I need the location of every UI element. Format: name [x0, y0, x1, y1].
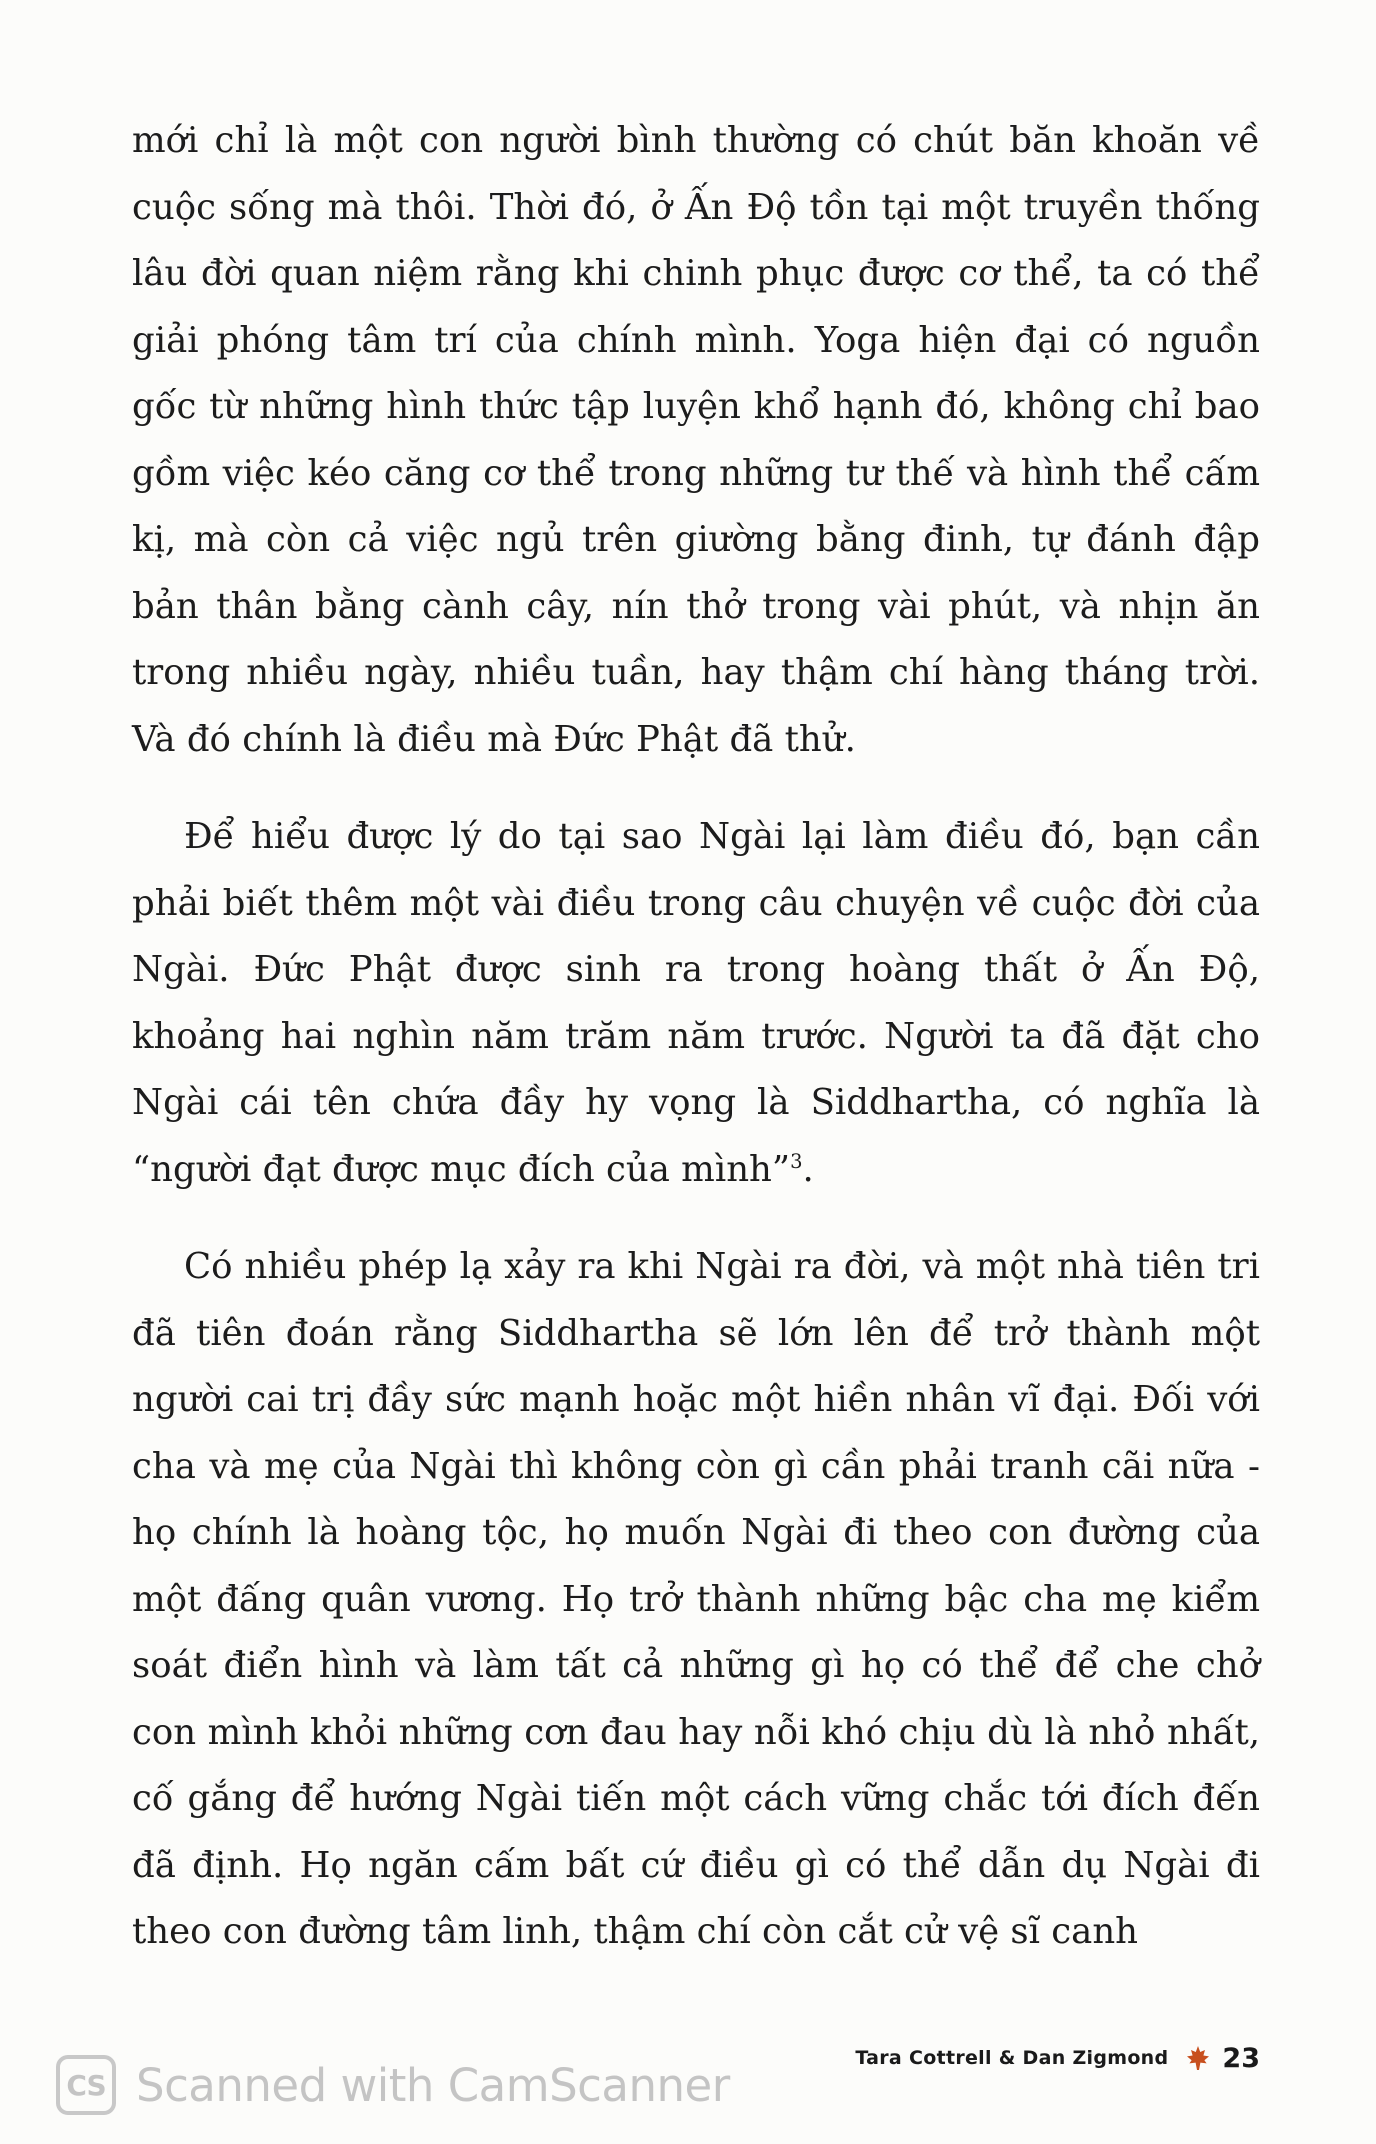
page-number: 23	[1222, 2042, 1260, 2074]
paragraph-3: Có nhiều phép lạ xảy ra khi Ngài ra đời, và một nhà tiên tri đã tiên đoán rằng Siddhartha sẽ lớn lên để trở thành một người cai trị đầy sức mạnh hoặc một hiền nhân vĩ đại. Đối với cha và mẹ của Ngài thì không còn gì cần phải tranh cãi nữa - họ chính là hoàng tộc, họ muốn Ngài đi theo con đường của một đấng quân vương. Họ trở thành những bậc cha mẹ kiểm soát điển hình và làm tất cả những gì họ có thể để che chở con mình khỏi những cơn đau hay nỗi khó chịu dù là nhỏ nhất, cố gắng để hướng Ngài tiến một cách vững chắc tới đích đến đã định. Họ ngăn cấm bất cứ điều gì có thể dẫn dụ Ngài đi theo con đường tâm linh, thậm chí còn cắt cử vệ sĩ canh	[132, 1246, 1260, 1952]
maple-leaf-icon	[1184, 2044, 1212, 2072]
paragraph-2-end-punctuation: .	[802, 1148, 814, 1190]
camscanner-logo-icon: CS	[56, 2055, 116, 2115]
watermark-text: Scanned with CamScanner	[136, 2058, 730, 2112]
book-page-body	[132, 108, 1260, 1966]
paragraph-1: mới chỉ là một con người bình thường có chút băn khoăn về cuộc sống mà thôi. Thời đó, ở Ấn Độ tồn tại một truyền thống lâu đời quan niệm rằng khi chinh phục được cơ thể, ta có thể giải phóng tâm trí của chính mình. Yoga hiện đại có nguồn gốc từ những hình thức tập luyện khổ hạnh đó, không chỉ bao gồm việc kéo căng cơ thể trong những tư thế và hình thể cấm kị, mà còn cả việc ngủ trên giường bằng đinh, tự đánh đập bản thân bằng cành cây, nín thở trong vài phút, và nhịn ăn trong nhiều ngày, nhiều tuần, hay thậm chí hàng tháng trời. Và đó chính là điều mà Đức Phật đã thử.	[132, 120, 1260, 760]
camscanner-watermark	[56, 2052, 730, 2118]
footnote-mark: 3	[790, 1149, 803, 1173]
footer-authors: Tara Cottrell & Dan Zigmond	[855, 2047, 1169, 2069]
paragraph-2-text: Để hiểu được lý do tại sao Ngài lại làm điều đó, bạn cần phải biết thêm một vài điều trong câu chuyện về cuộc đời của Ngài. Đức Phật được sinh ra trong hoàng thất ở Ấn Độ, khoảng hai nghìn năm trăm năm trước. Người ta đã đặt cho Ngài cái tên chứa đầy hy vọng là Siddhartha, có nghĩa là “người đạt được mục đích của mình”	[132, 816, 1260, 1190]
paragraph-2	[132, 804, 1260, 1203]
page-footer	[855, 2038, 1260, 2078]
